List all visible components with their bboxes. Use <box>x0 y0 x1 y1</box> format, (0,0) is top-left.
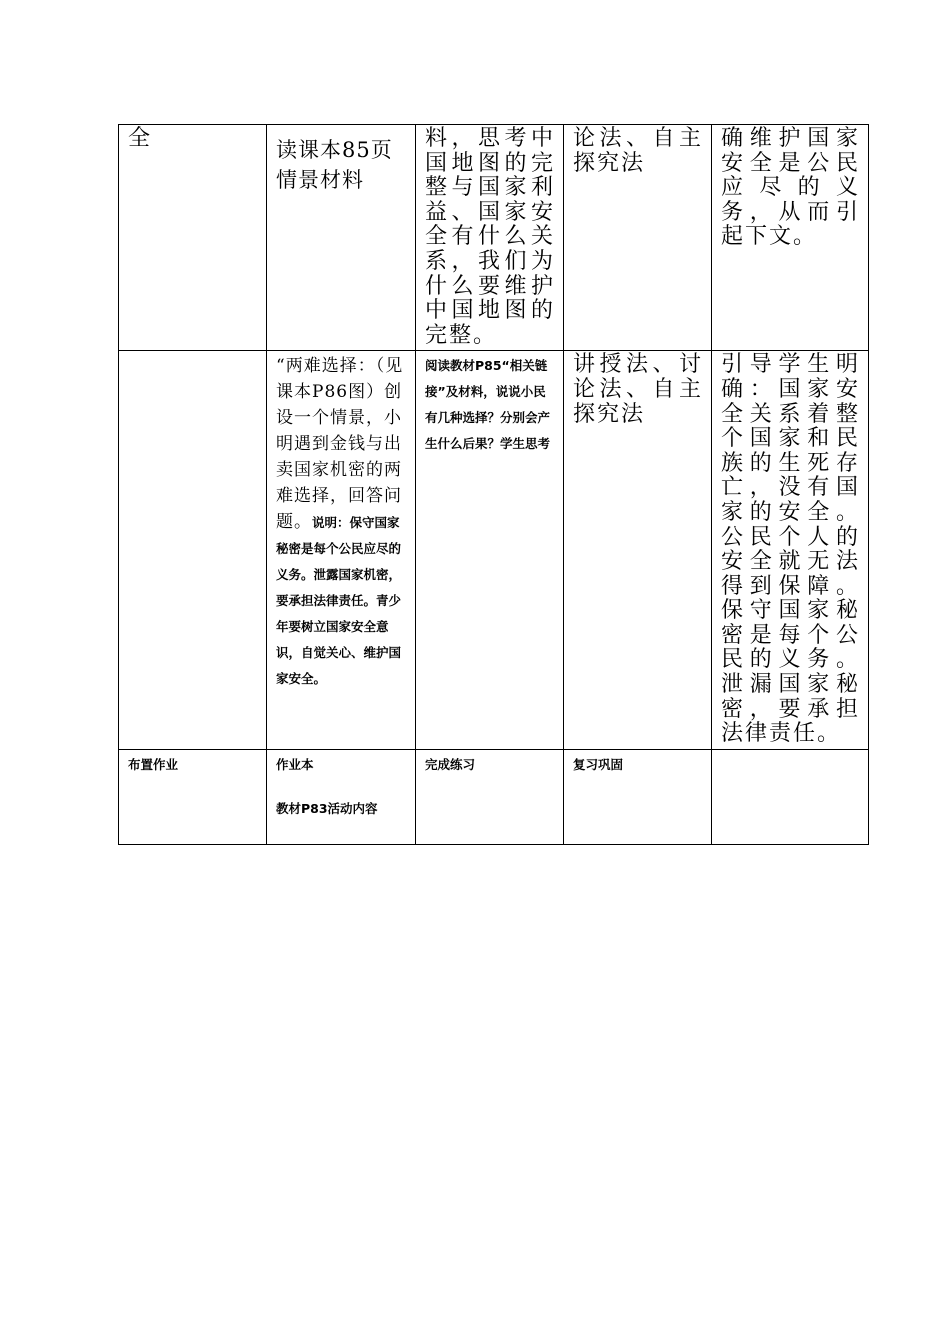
table-cell-intent <box>712 351 869 750</box>
table-row <box>119 125 869 351</box>
cell-text: 讲授法、讨论法、自主探究法 <box>573 352 703 427</box>
cell-text: 论法、自主探究法 <box>573 126 703 176</box>
cell-text: 作业本 <box>276 757 314 773</box>
table-cell-method <box>564 125 712 351</box>
lesson-plan-table <box>118 124 869 845</box>
table-cell-stage <box>119 750 267 845</box>
cell-text: 阅读教材P85“相关链接”及材料，说说小民有几种选择？分别会产生什么后果？学生思考 <box>425 358 551 452</box>
cell-note: 说明：保守国家秘密是每个公民应尽的义务。泄露国家机密，要承担法律责任。青少年要树立国家安全意识，自觉关心、维护国家安全。 <box>276 515 402 687</box>
cell-text: “两难选择：（见课本P86图）创设一个情景，小明遇到金钱与出卖国家机密的两难选择，回答问题。 <box>276 356 404 533</box>
table-cell-intent <box>712 750 869 845</box>
table-cell-stage <box>119 351 267 750</box>
table-cell-student-activity <box>416 125 564 351</box>
cell-text: 料，思考中国地图的完整与国家利益、国家安全有什么关系，我们为什么要维护中国地图的完整。 <box>425 126 555 348</box>
cell-text: 确维护国家安全是公民应尽的义务，从而引起下文。 <box>721 126 860 250</box>
table-cell-intent <box>712 125 869 351</box>
cell-text: 教材P83活动内容 <box>276 801 378 817</box>
table-cell-activity <box>267 351 416 750</box>
table-cell-activity <box>267 125 416 351</box>
table-cell-student-activity <box>416 351 564 750</box>
table-cell-method <box>564 351 712 750</box>
cell-text: 引导学生明确：国家安全关系着整个国家和民族的生死存亡，没有国家的安全。公民个人的安全就无法得到保障。保守国家秘密是每个公民的义务。泄漏国家秘密，要承担法律责任。 <box>721 352 860 747</box>
table-cell-student-activity <box>416 750 564 845</box>
table-cell-stage <box>119 125 267 351</box>
table-row <box>119 750 869 845</box>
table-cell-method <box>564 750 712 845</box>
cell-text: 完成练习 <box>425 757 476 773</box>
cell-text: 复习巩固 <box>573 757 624 773</box>
cell-text: 布置作业 <box>128 757 179 773</box>
table-cell-activity <box>267 750 416 845</box>
table-row <box>119 351 869 750</box>
cell-text: 全 <box>128 126 153 151</box>
cell-text: 读课本85页情景材料 <box>276 138 393 192</box>
